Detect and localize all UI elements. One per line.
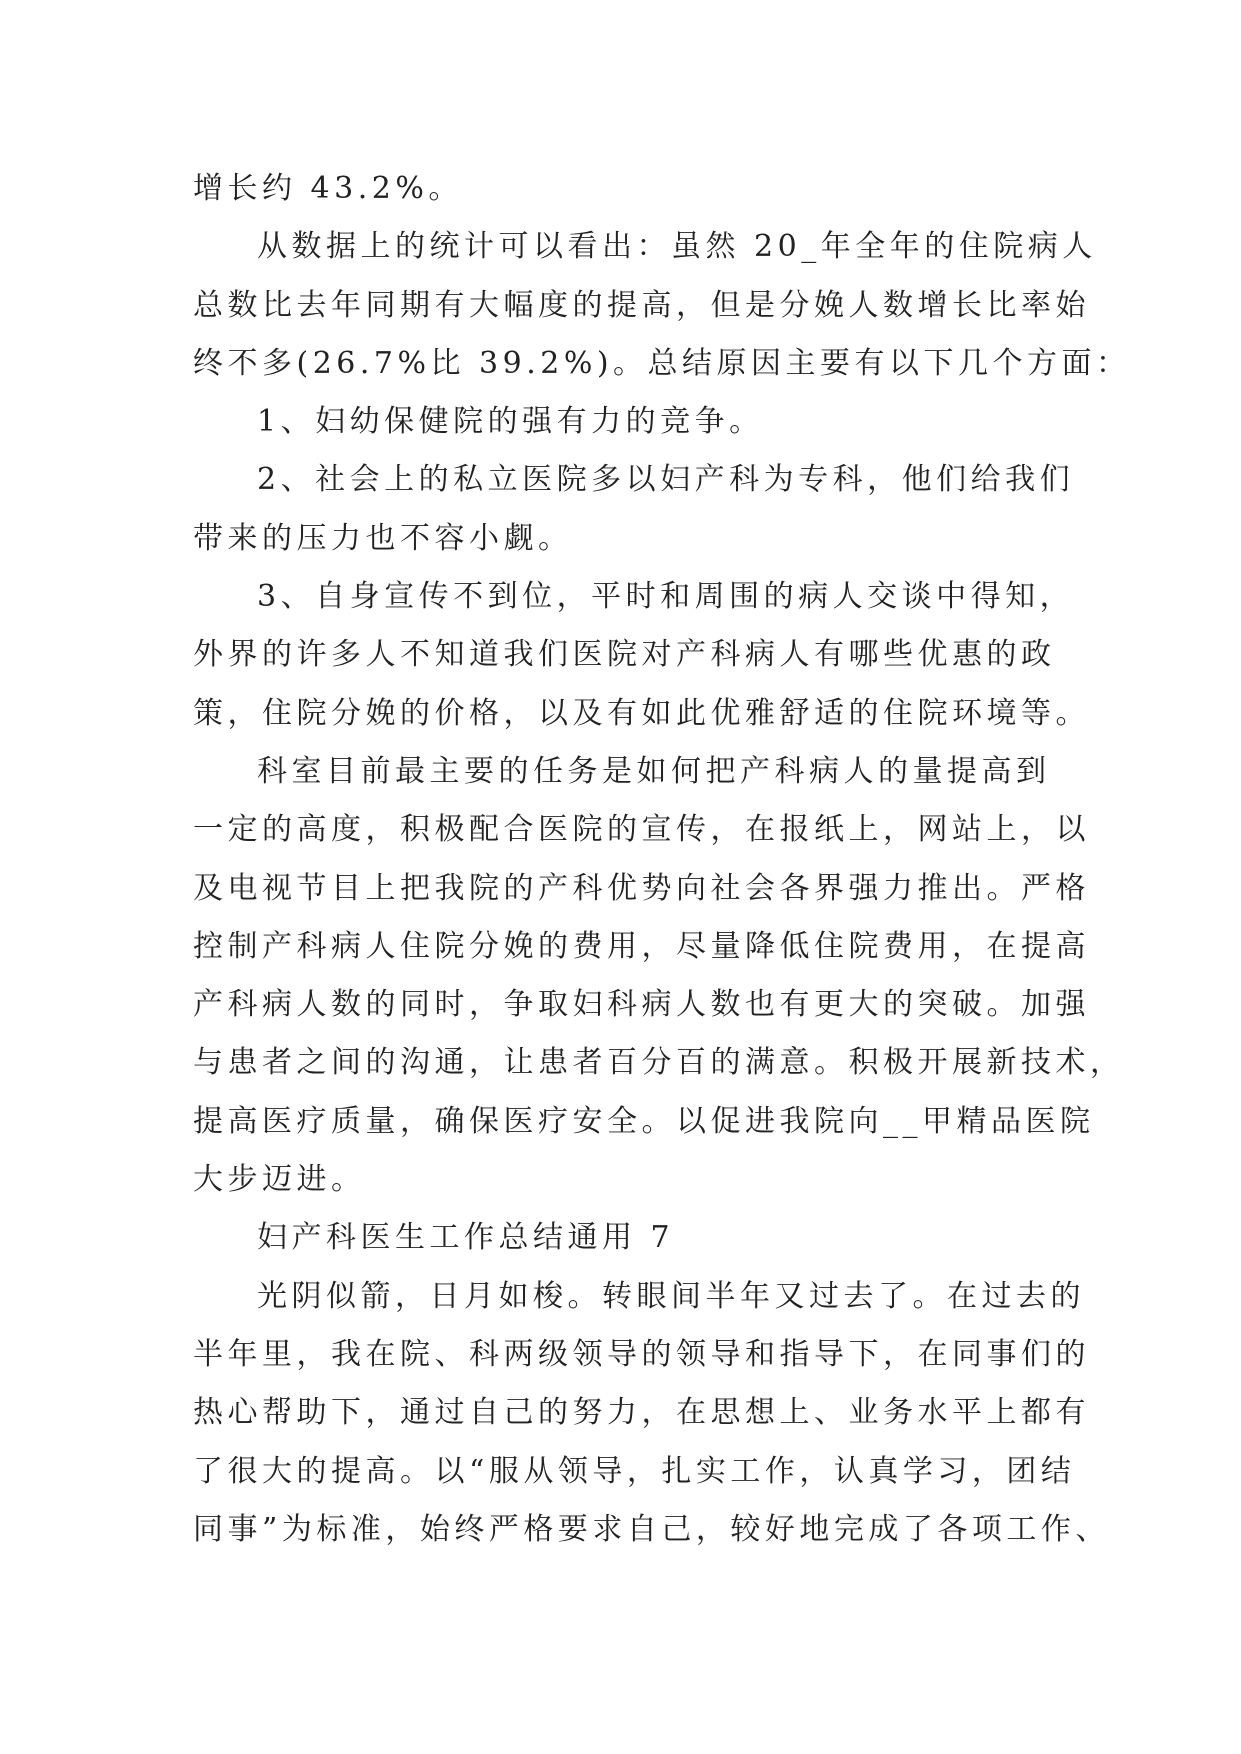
text-line: 与患者之间的沟通，让患者百分百的满意。积极开展新技术，	[193, 1045, 1125, 1081]
text-line: 光阴似箭，日月如梭。转眼间半年又过去了。在过去的	[257, 1278, 1085, 1314]
text-line: 总数比去年同期有大幅度的提高，但是分娩人数增长比率始	[193, 287, 1090, 323]
text-line: 大步迈进。	[193, 1162, 366, 1198]
list-item: 2、社会上的私立医院多以妇产科为专科，他们给我们	[257, 462, 1075, 498]
document-body	[193, 160, 1131, 1559]
text-line: 半年里，我在院、科两级领导的领导和指导下，在同事们的	[193, 1336, 1090, 1372]
text-line: 带来的压力也不容小觑。	[193, 520, 573, 556]
text-line: 一定的高度，积极配合医院的宣传，在报纸上，网站上，以	[193, 812, 1090, 848]
list-item: 3、自身宣传不到位，平时和周围的病人交谈中得知，	[257, 579, 1075, 615]
text-line: 产科病人数的同时，争取妇科病人数也有更大的突破。加强	[193, 987, 1090, 1023]
list-item: 1、妇幼保健院的强有力的竞争。	[257, 404, 764, 440]
text-line: 外界的许多人不知道我们医院对产科病人有哪些优惠的政	[193, 637, 1056, 673]
text-line: 了很大的提高。以“服从领导，扎实工作，认真学习，团结	[193, 1453, 1076, 1489]
text-line: 控制产科病人住院分娩的费用，尽量降低住院费用，在提高	[193, 928, 1090, 964]
text-line: 策，住院分娩的价格，以及有如此优雅舒适的住院环境等。	[193, 695, 1090, 731]
text-line: 提高医疗质量，确保医疗安全。以促进我院向__甲精品医院	[193, 1103, 1095, 1139]
text-line: 及电视节目上把我院的产科优势向社会各界强力推出。严格	[193, 870, 1090, 906]
text-line: 终不多(26.7%比 39.2%)。总结原因主要有以下几个方面：	[193, 345, 1131, 381]
text-line: 增长约 43.2%。	[193, 171, 463, 206]
text-line: 从数据上的统计可以看出：虽然 20_年全年的住院病人	[257, 229, 1097, 265]
section-heading: 妇产科医生工作总结通用 7	[257, 1220, 675, 1256]
text-line: 热心帮助下，通过自己的努力，在思想上、业务水平上都有	[193, 1395, 1090, 1431]
text-line: 科室目前最主要的任务是如何把产科病人的量提高到	[257, 753, 1051, 789]
text-line: 同事”为标准，始终严格要求自己，较好地完成了各项工作、	[193, 1511, 1110, 1547]
